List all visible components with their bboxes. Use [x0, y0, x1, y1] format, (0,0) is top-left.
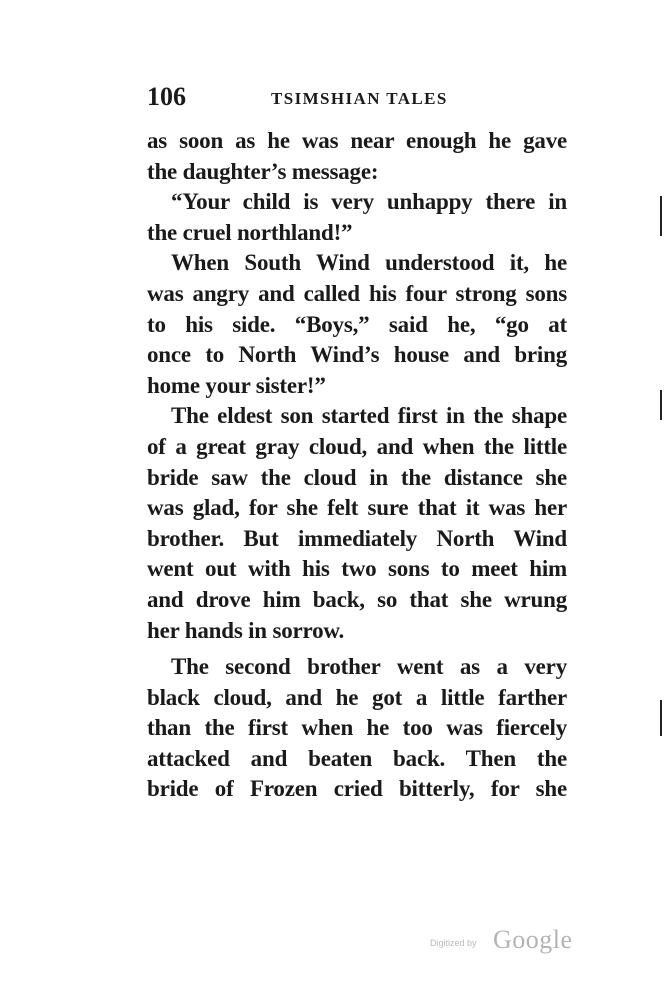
- google-watermark: [430, 925, 580, 953]
- body-text: [147, 126, 567, 805]
- text-line: attacked and beaten back. Then the: [147, 745, 567, 771]
- text-line: black cloud, and he got a little farther: [147, 684, 567, 710]
- text-line: went out with his two sons to meet him: [147, 556, 567, 582]
- text-line: the cruel northland!”: [147, 219, 353, 245]
- text-line: was angry and called his four strong sons: [147, 280, 567, 306]
- text-line: “Your child is very unhappy there in: [171, 189, 567, 215]
- text-line: was glad, for she felt sure that it was her: [147, 495, 567, 521]
- text-line: of a great gray cloud, and when the little: [147, 433, 567, 459]
- text-line: the daughter’s message:: [147, 158, 379, 184]
- text-line: than the first when he too was fiercely: [147, 715, 567, 741]
- page-edge-mark: [660, 196, 662, 236]
- page-edge-mark: [660, 700, 662, 736]
- running-title: TSIMSHIAN TALES: [271, 89, 448, 108]
- text-line: to his side. “Boys,” said he, “go at: [147, 311, 567, 337]
- page-edge-mark: [660, 390, 662, 420]
- text-line: and drove him back, so that she wrung: [147, 586, 567, 612]
- text-line: as soon as he was near enough he gave: [147, 128, 567, 153]
- text-line: once to North Wind’s house and bring: [147, 342, 567, 368]
- text-line: her hands in sorrow.: [147, 617, 345, 643]
- text-line: bride saw the cloud in the distance she: [147, 464, 567, 490]
- text-line: When South Wind understood it, he: [171, 250, 567, 276]
- text-line: The second brother went as a very: [171, 654, 567, 680]
- text-line: bride of Frozen cried bitterly, for she: [147, 776, 567, 802]
- google-logo: Google: [493, 925, 573, 954]
- text-line: The eldest son started first in the shape: [171, 403, 567, 429]
- page-header: [147, 80, 567, 114]
- digitized-by-label: Digitized by: [430, 938, 477, 948]
- text-line: home your sister!”: [147, 372, 326, 398]
- page-number: 106: [147, 82, 186, 111]
- text-line: brother. But immediately North Wind: [147, 525, 567, 551]
